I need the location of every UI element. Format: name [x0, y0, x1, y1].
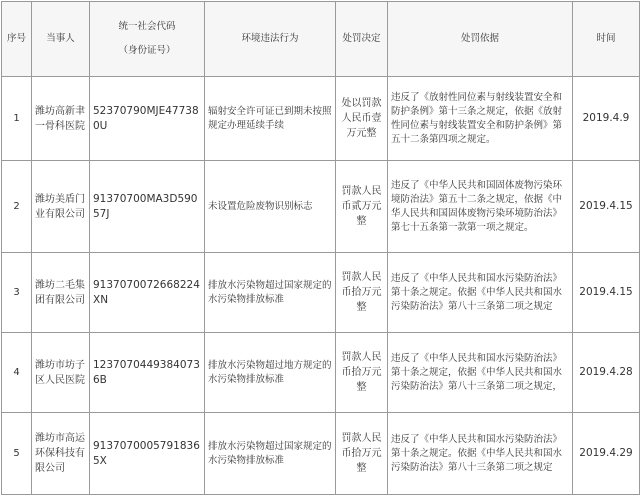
- cell-date: 2019.4.9: [573, 77, 640, 161]
- cell-violation: 排放水污染物超过地方规定的水污染物排放标准: [205, 333, 336, 413]
- table-row: [2, 161, 640, 253]
- cell-party: 潍坊高新聿一骨科医院: [32, 77, 90, 161]
- cell-penalty: 罚款人民币拾万元整: [336, 413, 388, 495]
- cell-violation: 辐射安全许可证已到期未按照规定办理延续手续: [205, 77, 336, 161]
- header-violation: 环境违法行为: [205, 2, 336, 77]
- header-code-line1: 统一社会代码: [118, 21, 176, 32]
- cell-index: 3: [2, 253, 32, 333]
- header-row: [2, 2, 640, 77]
- cell-index: 1: [2, 77, 32, 161]
- cell-party: 潍坊市坊子区人民医院: [32, 333, 90, 413]
- header-code: [90, 2, 205, 77]
- cell-violation: 未设置危险废物识别标志: [205, 161, 336, 253]
- cell-index: 2: [2, 161, 32, 253]
- cell-basis: 违反了《中华人民共和国水污染防治法》第十条之规定。依据《中华人民共和国水污染防治法》第八十三条第二项之规定: [388, 413, 573, 495]
- cell-basis: 违反了《中华人民共和国固体废物污染环境防治法》第五十二条之规定，依据《中华人民共和国固体废物污染环境防治法》第七十五条第一款第一项之规定。: [388, 161, 573, 253]
- penalty-table: [1, 1, 640, 495]
- cell-index: 4: [2, 333, 32, 413]
- cell-penalty: 处以罚款人民币壹万元整: [336, 77, 388, 161]
- table-row: [2, 413, 640, 495]
- cell-code: 913707007266822​4XN: [90, 253, 205, 333]
- table-row: [2, 77, 640, 161]
- cell-basis: 违反了《中华人民共和国水污染防治法》第十条之规定，依据《中华人民共和国水污染防治法》第八十三条第二项之规定，: [388, 333, 573, 413]
- cell-party: 潍坊市高运环保科技有限公司: [32, 413, 90, 495]
- cell-date: 2019.4.29: [573, 413, 640, 495]
- table-row: [2, 333, 640, 413]
- cell-code: 12370704493840736B: [90, 333, 205, 413]
- cell-code: 91370700MA3D59057J: [90, 161, 205, 253]
- header-code-line2: （身份证号）: [118, 45, 176, 56]
- header-date: 时间: [573, 2, 640, 77]
- cell-penalty: 罚款人民币拾万元整: [336, 333, 388, 413]
- cell-code: 91370700057918365X: [90, 413, 205, 495]
- cell-date: 2019.4.15: [573, 161, 640, 253]
- cell-code: 52370790MJE477380U: [90, 77, 205, 161]
- cell-basis: 违反了《放射性同位素与射线装置安全和防护条例》第十三条之规定，依据《放射性同位素与射线装置安全和防护条例》第五十二条第四项之规定。: [388, 77, 573, 161]
- header-index: 序号: [2, 2, 32, 77]
- cell-date: 2019.4.15: [573, 253, 640, 333]
- cell-basis: 违反了《中华人民共和国水污染防治法》第十条之规定。依据《中华人民共和国水污染防治法》第八十三条第二项之规定: [388, 253, 573, 333]
- cell-violation: 排放水污染物超过国家规定的水污染物排放标准: [205, 253, 336, 333]
- header-penalty: 处罚决定: [336, 2, 388, 77]
- cell-penalty: 罚款人民币贰万元整: [336, 161, 388, 253]
- cell-party: 潍坊二毛集团有限公司: [32, 253, 90, 333]
- cell-index: 5: [2, 413, 32, 495]
- cell-party: 潍坊美盾门业有限公司: [32, 161, 90, 253]
- cell-violation: 排放水污染物超过国家规定的水污染物排放标准: [205, 413, 336, 495]
- cell-penalty: 罚款人民币拾万元整: [336, 253, 388, 333]
- header-basis: 处罚依据: [388, 2, 573, 77]
- table-row: [2, 253, 640, 333]
- header-party: 当事人: [32, 2, 90, 77]
- cell-date: 2019.4.28: [573, 333, 640, 413]
